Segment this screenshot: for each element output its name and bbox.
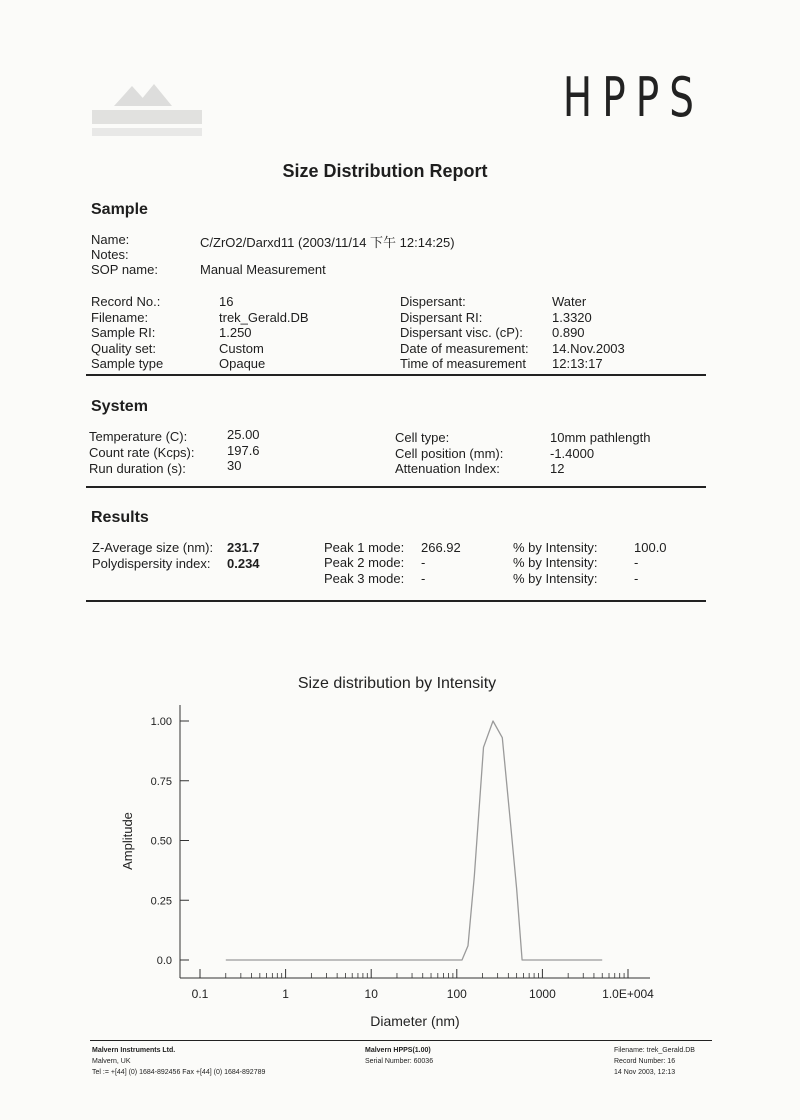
chart-x-tick-label: 10	[364, 987, 378, 1001]
sample-type-value: Opaque	[219, 356, 266, 371]
chart-x-tick-label: 100	[446, 987, 467, 1001]
temperature-label: Temperature (C):	[89, 429, 188, 444]
dispersant-value: Water	[552, 294, 587, 309]
dispersant-ri-label: Dispersant RI:	[400, 310, 483, 325]
record-no-label: Record No.:	[91, 294, 161, 309]
cell-position-value: -1.4000	[550, 446, 595, 461]
name-value: C/ZrO2/Darxd11 (2003/11/14 下午 12:14:25)	[200, 235, 455, 250]
chart-y-tick-label: 0.0	[156, 955, 172, 967]
results-heading: Results	[91, 509, 149, 526]
chart-x-tick-label: 1	[282, 987, 289, 1001]
dispersant-visc-value: 0.890	[552, 325, 585, 340]
peak1-label: Peak 1 mode:	[324, 540, 405, 555]
footer-contact: Tel := +[44] (0) 1684-892456 Fax +[44] (0) 1684-892789	[92, 1069, 266, 1076]
measurement-date-label: Date of measurement:	[400, 341, 529, 356]
dispersant-ri-value: 1.3320	[552, 310, 592, 325]
footer-date: 14 Nov 2003, 12:13	[614, 1069, 676, 1076]
quality-set-label: Quality set:	[91, 341, 157, 356]
brand-hpps: HPPS	[562, 66, 704, 129]
chart-series-line	[226, 721, 602, 960]
sample-ri-label: Sample RI:	[91, 325, 156, 340]
cell-type-label: Cell type:	[395, 430, 450, 445]
system-heading: System	[91, 398, 148, 415]
measurement-time-value: 12:13:17	[552, 356, 603, 371]
measurement-date-value: 14.Nov.2003	[552, 341, 625, 356]
pdi-value: 0.234	[227, 556, 260, 571]
footer-company: Malvern Instruments Ltd.	[92, 1047, 176, 1054]
dispersant-label: Dispersant:	[400, 294, 466, 309]
peak3-label: Peak 3 mode:	[324, 571, 405, 586]
footer-divider	[90, 1040, 712, 1041]
cell-position-label: Cell position (mm):	[395, 446, 504, 461]
chart-title: Size distribution by Intensity	[297, 675, 497, 692]
footer-record-number: Record Number: 16	[614, 1058, 676, 1065]
count-rate-value: 197.6	[227, 443, 260, 458]
sample-ri-value: 1.250	[219, 325, 252, 340]
footer-instrument: Malvern HPPS(1.00)	[365, 1047, 431, 1054]
malvern-logo	[92, 82, 202, 142]
peak1-value: 266.92	[421, 540, 461, 555]
chart-y-axis-label: Amplitude	[120, 812, 135, 870]
system-divider	[86, 486, 706, 488]
run-duration-value: 30	[227, 458, 242, 473]
peak2-value: -	[421, 555, 426, 570]
notes-label: Notes:	[91, 247, 129, 262]
size-distribution-chart	[0, 660, 800, 1040]
count-rate-label: Count rate (Kcps):	[89, 445, 195, 460]
footer-filename: Filename: trek_Gerald.DB	[614, 1047, 695, 1054]
attenuation-value: 12	[550, 461, 565, 476]
sample-type-label: Sample type	[91, 356, 164, 371]
peak3-intensity-value: -	[634, 571, 639, 586]
sop-value: Manual Measurement	[200, 262, 326, 277]
z-average-label: Z-Average size (nm):	[92, 540, 214, 555]
run-duration-label: Run duration (s):	[89, 461, 186, 476]
chart-y-tick-label: 1.00	[150, 716, 172, 728]
results-divider	[86, 600, 706, 602]
dispersant-visc-label: Dispersant visc. (cP):	[400, 325, 523, 340]
chart-y-tick-label: 0.25	[150, 895, 172, 908]
filename-value: trek_Gerald.DB	[219, 310, 309, 325]
measurement-time-label: Time of measurement	[400, 356, 526, 371]
quality-set-value: Custom	[219, 341, 264, 356]
chart-x-tick-label: 0.1	[191, 987, 209, 1001]
footer-serial: Serial Number: 60036	[365, 1058, 434, 1065]
name-label: Name:	[91, 232, 130, 247]
peak2-intensity-value: -	[634, 555, 639, 570]
record-no-value: 16	[219, 294, 234, 309]
chart-y-tick-label: 0.75	[150, 775, 172, 788]
chart-x-axis-label: Diameter (nm)	[370, 1013, 460, 1029]
sample-heading: Sample	[91, 201, 148, 218]
peak2-label: Peak 2 mode:	[324, 555, 405, 570]
chart-x-tick-label: 1.0E+004	[602, 987, 654, 1001]
z-average-value: 231.7	[227, 540, 260, 555]
sample-divider	[86, 374, 706, 376]
chart-plot-area	[151, 705, 655, 1001]
chart-x-tick-label: 1000	[529, 987, 556, 1001]
filename-label: Filename:	[91, 310, 149, 325]
attenuation-label: Attenuation Index:	[395, 461, 500, 476]
peak2-intensity-label: % by Intensity:	[513, 555, 598, 570]
report-title: Size Distribution Report	[282, 161, 488, 181]
peak1-intensity-value: 100.0	[634, 540, 667, 555]
pdi-label: Polydispersity index:	[92, 556, 211, 571]
peak1-intensity-label: % by Intensity:	[513, 540, 598, 555]
sop-label: SOP name:	[91, 262, 158, 277]
temperature-value: 25.00	[227, 427, 260, 442]
cell-type-value: 10mm pathlength	[550, 430, 651, 445]
peak3-value: -	[421, 571, 426, 586]
peak3-intensity-label: % by Intensity:	[513, 571, 598, 586]
footer-location: Malvern, UK	[92, 1058, 131, 1065]
chart-y-tick-label: 0.50	[150, 835, 172, 848]
